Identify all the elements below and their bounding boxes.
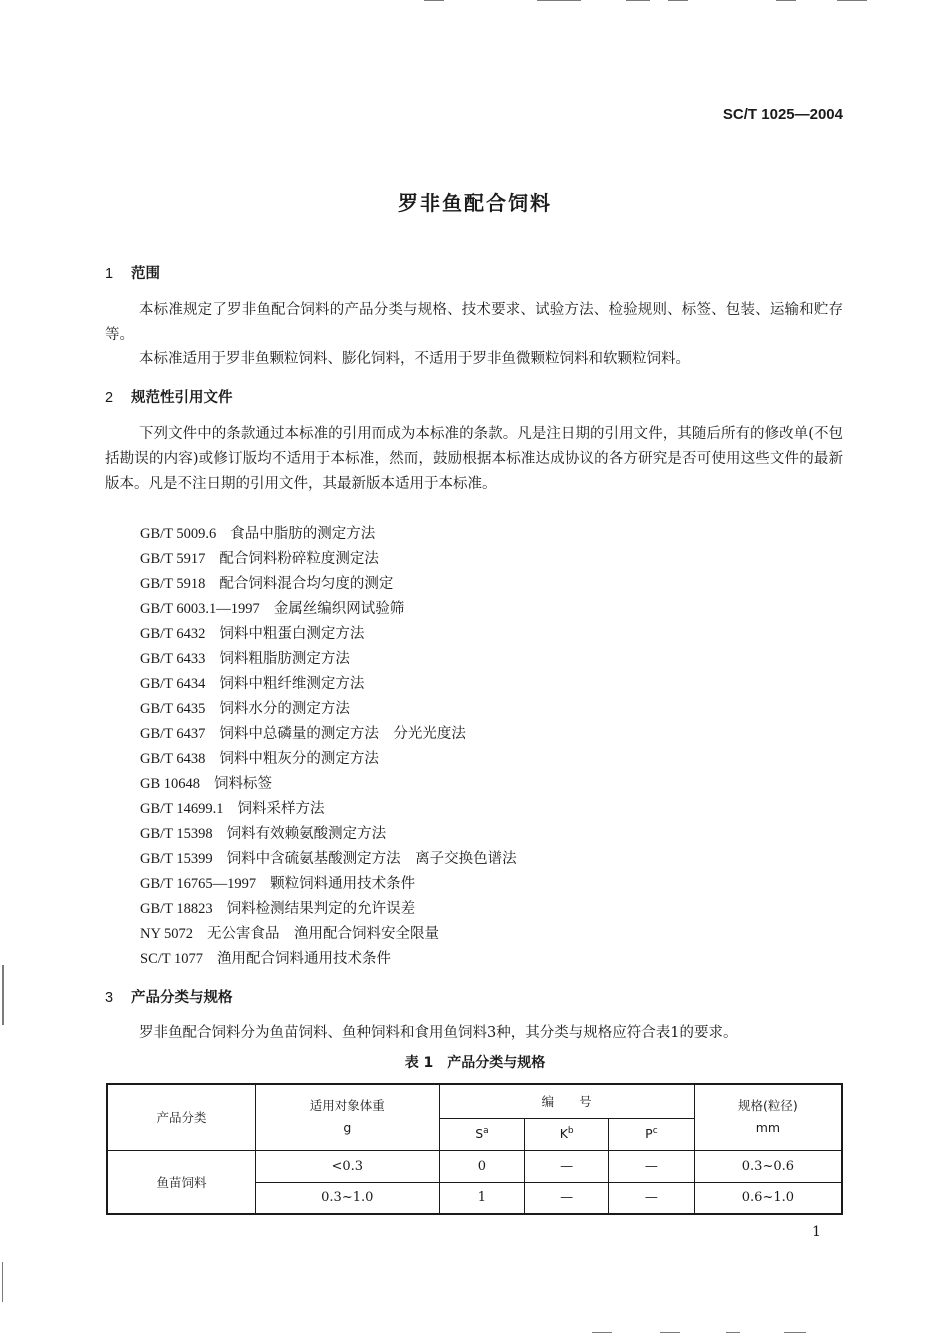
- scan-artifact: [537, 0, 581, 1]
- reference-item: [140, 847, 517, 872]
- section-title: 规范性引用文件: [131, 390, 233, 406]
- reference-title: 配合饲料混合均匀度的测定: [219, 576, 394, 592]
- reference-title: 饲料标签: [214, 776, 273, 792]
- reference-title: 颗粒饲料通用技术条件: [270, 876, 416, 892]
- header-spec: 规格(粒径) mm: [694, 1084, 842, 1150]
- document-title: 罗非鱼配合饲料: [398, 191, 552, 215]
- reference-title: 饲料中粗蛋白测定方法: [219, 626, 365, 642]
- reference-item: [140, 747, 517, 772]
- reference-title: 饲料中总磷量的测定方法 分光光度法: [219, 726, 466, 742]
- reference-title: 饲料中粗灰分的测定方法: [219, 751, 379, 767]
- code-k-cell: —: [525, 1182, 609, 1214]
- reference-title: 饲料中粗纤维测定方法: [219, 676, 365, 692]
- code-p-cell: —: [609, 1150, 695, 1182]
- scan-artifact: [660, 1332, 680, 1333]
- reference-item: [140, 547, 517, 572]
- reference-code: NY 5072: [140, 926, 194, 942]
- reference-title: 无公害食品 渔用配合饲料安全限量: [207, 926, 440, 942]
- reference-code: GB 10648: [140, 776, 201, 792]
- code-s-cell: 0: [439, 1150, 525, 1182]
- section-2-heading: [105, 386, 233, 407]
- reference-item: [140, 597, 517, 622]
- scan-artifact: [2, 1262, 3, 1302]
- footnote-mark: b: [567, 1126, 574, 1137]
- scan-artifact: [2, 965, 4, 1025]
- header-code-s: $S^a$: [439, 1118, 525, 1150]
- header-weight-unit: g: [343, 1120, 352, 1136]
- product-spec-table: [106, 1083, 843, 1215]
- normative-reference-list: [140, 522, 517, 972]
- page-number: 1: [812, 1224, 821, 1240]
- scan-artifact: [424, 0, 444, 1]
- paragraph: 本标准规定了罗非鱼配合饲料的产品分类与规格、技术要求、试验方法、检验规则、标签、包装、运输和贮存等。: [105, 302, 843, 343]
- section-title: 产品分类与规格: [131, 990, 233, 1006]
- reference-title: 饲料检测结果判定的允许误差: [226, 901, 416, 917]
- section-title: 范围: [131, 266, 160, 282]
- reference-title: 饲料水分的测定方法: [219, 701, 350, 717]
- header-weight: 适用对象体重 g: [256, 1084, 440, 1150]
- reference-code: GB/T 6437: [140, 726, 206, 742]
- reference-code: GB/T 16765—1997: [140, 876, 257, 892]
- reference-title: 饲料粗脂肪测定方法: [219, 651, 350, 667]
- reference-code: GB/T 15398: [140, 826, 213, 842]
- scan-artifact: [784, 1332, 806, 1333]
- reference-title: 饲料有效赖氨酸测定方法: [226, 826, 387, 842]
- reference-code: GB/T 5009.6: [140, 526, 217, 542]
- scan-artifact: [626, 0, 650, 1]
- header-category: 产品分类: [107, 1084, 256, 1150]
- table-caption: 表 1 产品分类与规格: [404, 1055, 546, 1071]
- paragraph: 本标准适用于罗非鱼颗粒饲料、膨化饲料，不适用于罗非鱼微颗粒饲料和软颗粒饲料。: [139, 351, 690, 367]
- scan-artifact: [592, 1332, 612, 1333]
- reference-code: GB/T 5917: [140, 551, 206, 567]
- reference-code: GB/T 14699.1: [140, 801, 224, 817]
- reference-item: [140, 722, 517, 747]
- reference-code: GB/T 6435: [140, 701, 206, 717]
- table-row: [107, 1150, 842, 1182]
- reference-item: [140, 897, 517, 922]
- section-1-heading: [105, 262, 160, 283]
- reference-item: [140, 622, 517, 647]
- code-p-cell: —: [609, 1182, 695, 1214]
- reference-code: GB/T 18823: [140, 901, 213, 917]
- reference-title: 食品中脂肪的测定方法: [230, 526, 376, 542]
- scan-artifact: [837, 0, 867, 1]
- header-code-p: $P^c$: [609, 1118, 695, 1150]
- standard-number: SC/T 1025—2004: [722, 106, 843, 123]
- reference-item: [140, 797, 517, 822]
- paragraph: 下列文件中的条款通过本标准的引用而成为本标准的条款。凡是注日期的引用文件，其随后所有的修改单(不包括勘误的内容)或修订版均不适用于本标准，然而，鼓励根据本标准达成协议的各方研究是否可使用这些文件的最新版本。凡是不注日期的引用文件，其最新版本适用于本标准。: [105, 426, 843, 492]
- paragraph: 罗非鱼配合饲料分为鱼苗饲料、鱼种饲料和食用鱼饲料3种，其分类与规格应符合表1的要求。: [139, 1025, 738, 1041]
- reference-code: GB/T 6433: [140, 651, 206, 667]
- section-number: 3: [105, 990, 114, 1006]
- reference-item: [140, 772, 517, 797]
- weight-cell: 0.3~1.0: [256, 1182, 440, 1214]
- header-code-k: $K^b$: [525, 1118, 609, 1150]
- section-number: 2: [105, 390, 114, 406]
- reference-code: GB/T 6434: [140, 676, 206, 692]
- reference-item: [140, 922, 517, 947]
- reference-item: [140, 522, 517, 547]
- reference-code: GB/T 15399: [140, 851, 213, 867]
- reference-title: 配合饲料粉碎粒度测定法: [219, 551, 379, 567]
- spec-cell: 0.6~1.0: [694, 1182, 842, 1214]
- reference-item: [140, 697, 517, 722]
- header-code: 编 号: [439, 1084, 694, 1118]
- category-cell: 鱼苗饲料: [107, 1150, 256, 1214]
- footnote-mark: a: [483, 1126, 489, 1137]
- header-spec-unit: mm: [755, 1120, 781, 1136]
- reference-code: GB/T 6438: [140, 751, 206, 767]
- reference-title: 饲料中含硫氨基酸测定方法 离子交换色谱法: [226, 851, 517, 867]
- reference-title: 饲料采样方法: [237, 801, 325, 817]
- reference-title: 渔用配合饲料通用技术条件: [216, 951, 391, 967]
- scan-artifact: [668, 0, 688, 1]
- reference-code: GB/T 6432: [140, 626, 206, 642]
- section-3-heading: [105, 986, 233, 1007]
- weight-cell: <0.3: [256, 1150, 440, 1182]
- reference-code: GB/T 5918: [140, 576, 206, 592]
- reference-item: [140, 822, 517, 847]
- reference-code: SC/T 1077: [140, 951, 203, 967]
- reference-title: 金属丝编织网试验筛: [273, 601, 405, 617]
- reference-code: GB/T 6003.1—1997: [140, 601, 260, 617]
- reference-item: [140, 947, 517, 972]
- code-k-cell: —: [525, 1150, 609, 1182]
- code-s-cell: 1: [439, 1182, 525, 1214]
- section-number: 1: [105, 266, 114, 282]
- reference-item: [140, 672, 517, 697]
- scan-artifact: [776, 0, 796, 1]
- spec-cell: 0.3~0.6: [694, 1150, 842, 1182]
- reference-item: [140, 872, 517, 897]
- reference-item: [140, 647, 517, 672]
- scan-artifact: [726, 1332, 740, 1333]
- reference-item: [140, 572, 517, 597]
- footnote-mark: c: [652, 1126, 658, 1137]
